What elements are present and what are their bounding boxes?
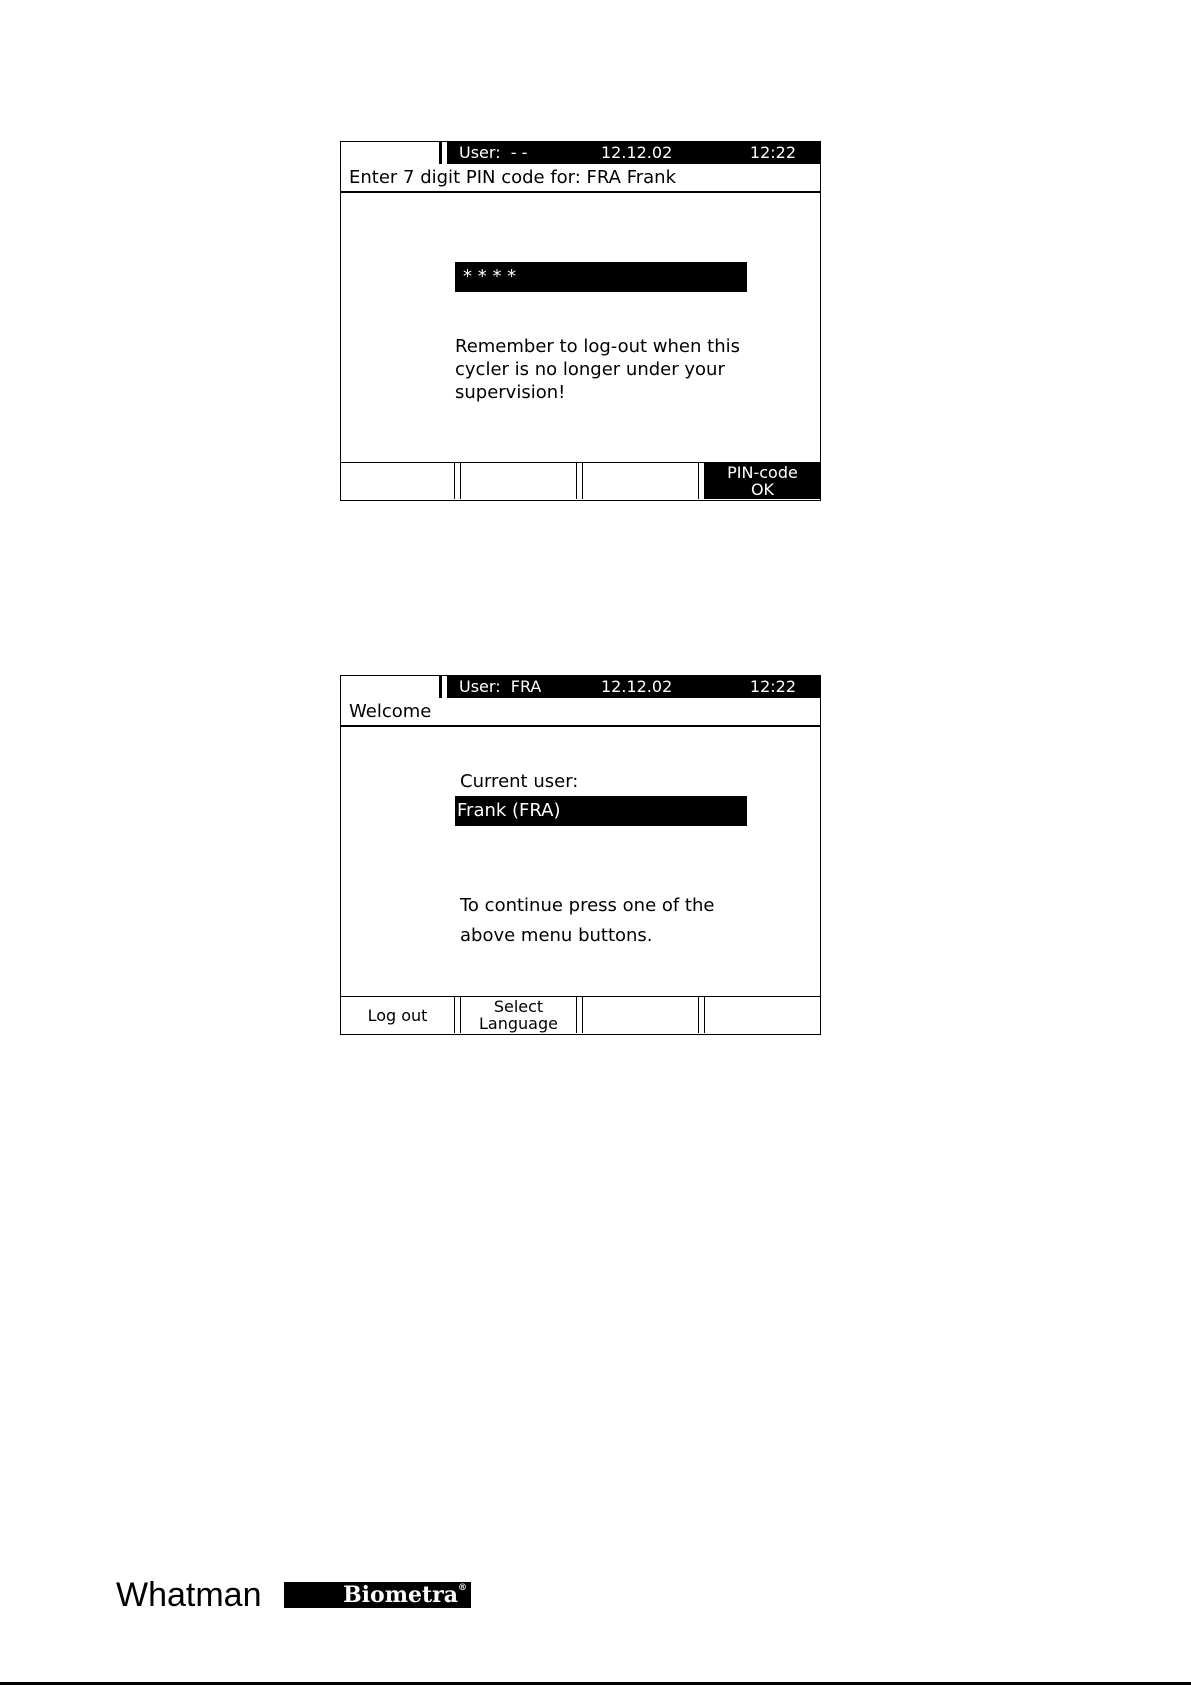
- status-user-label: User:: [459, 677, 501, 696]
- biometra-logo: [284, 1582, 471, 1608]
- status-date: 12.12.02: [601, 143, 673, 162]
- softkey-label: OK: [750, 480, 775, 499]
- status-bar: [447, 142, 820, 164]
- pin-entry-screen: [340, 141, 821, 501]
- pin-input[interactable]: * * * *: [455, 262, 747, 292]
- logout-reminder: [455, 335, 795, 404]
- message-line: cycler is no longer under your: [455, 359, 725, 380]
- softkey-label: Language: [479, 1014, 558, 1033]
- softkey-label: Select: [493, 997, 544, 1016]
- welcome-screen: [340, 675, 821, 1035]
- select-language-button[interactable]: [460, 997, 577, 1033]
- log-out-button[interactable]: [341, 997, 455, 1033]
- continue-instructions: [460, 891, 800, 951]
- status-user-value: FRA: [510, 677, 542, 696]
- status-date: 12.12.02: [601, 677, 673, 696]
- message-line: above menu buttons.: [460, 925, 653, 946]
- status-user: [459, 676, 541, 698]
- status-time: 12:22: [749, 677, 796, 696]
- biometra-text: Biometra: [343, 1582, 458, 1608]
- softkey-1[interactable]: [341, 463, 455, 499]
- softkey-4[interactable]: [704, 997, 820, 1033]
- status-user: [459, 142, 527, 164]
- screen-title: Welcome: [349, 701, 432, 722]
- status-bar: [447, 676, 820, 698]
- title-divider: [341, 725, 820, 727]
- softkey-3[interactable]: [582, 997, 699, 1033]
- status-user-label: User:: [459, 143, 501, 162]
- whatman-logo: Whatman: [116, 1576, 262, 1614]
- screen-title: Enter 7 digit PIN code for: FRA Frank: [349, 167, 677, 188]
- current-user-label: Current user:: [460, 771, 579, 792]
- status-user-value: - -: [510, 143, 528, 162]
- softkey-3[interactable]: [582, 463, 699, 499]
- softkey-bar: [341, 996, 820, 1034]
- softkey-label: Log out: [367, 1005, 428, 1025]
- softkey-2[interactable]: [460, 463, 577, 499]
- message-line: supervision!: [455, 382, 566, 403]
- message-line: Remember to log-out when this: [455, 336, 740, 357]
- pin-code-ok-button[interactable]: [704, 463, 820, 499]
- registered-mark: ®: [458, 1583, 467, 1593]
- current-user-value: Frank (FRA): [455, 796, 747, 826]
- softkey-label: PIN-code: [727, 463, 798, 482]
- title-divider: [341, 191, 820, 193]
- message-line: To continue press one of the: [460, 895, 715, 916]
- status-time: 12:22: [749, 143, 796, 162]
- softkey-bar: [341, 462, 820, 500]
